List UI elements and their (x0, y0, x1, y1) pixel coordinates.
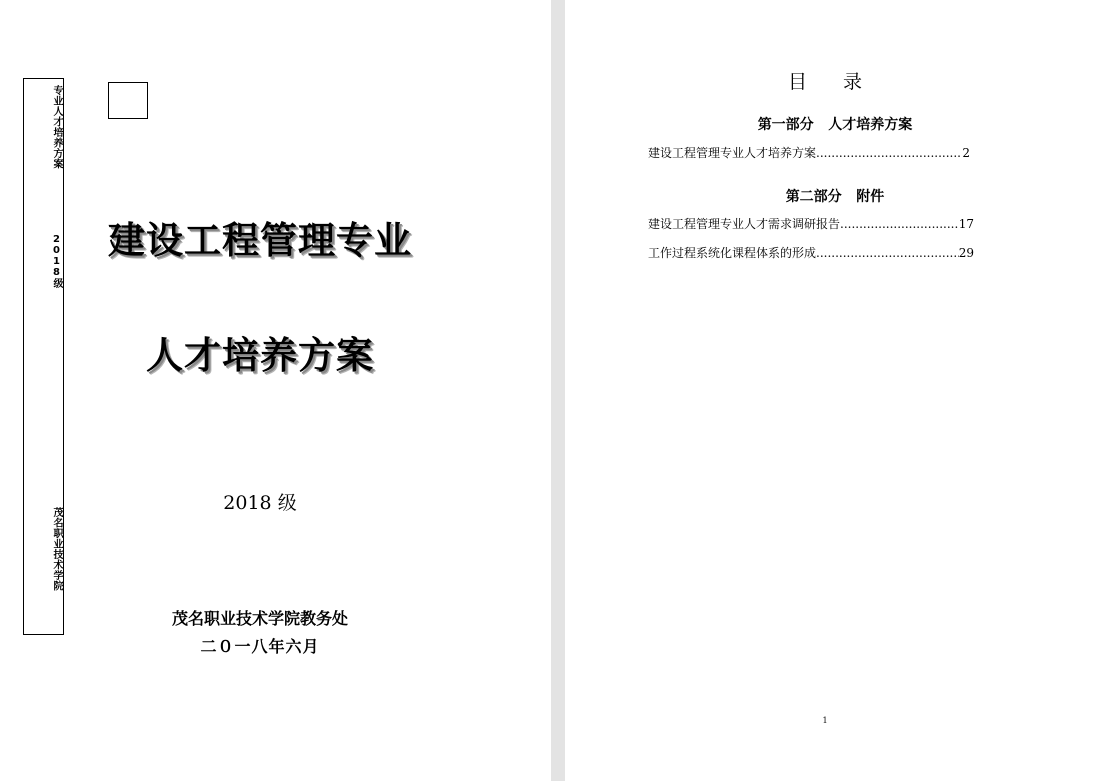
spine-title: 专业人才培养方案 (51, 85, 62, 169)
spine-box (23, 78, 64, 635)
toc-entry-text: 建设工程管理专业人才培养方案 (648, 146, 817, 160)
toc-leader-dots (816, 146, 962, 160)
toc-entry-page: 29 (958, 246, 974, 260)
toc-entry[interactable] (648, 215, 974, 232)
toc-heading: 目 录 (787, 71, 863, 93)
toc-entry-page: 17 (958, 217, 974, 231)
cover-page (0, 0, 551, 781)
cover-department: 茂名职业技术学院教务处 (171, 609, 348, 628)
toc-page (565, 0, 1116, 781)
toc-entry[interactable] (648, 244, 974, 261)
spine-school: 茂名职业技术学院 (51, 507, 62, 591)
toc-entry-text: 工作过程系统化课程体系的形成 (648, 246, 817, 260)
toc-leader-dots (816, 246, 959, 260)
cover-title-line1: 建设工程管理专业 (108, 219, 412, 262)
toc-part1-heading: 第一部分 人才培养方案 (757, 117, 913, 133)
page-number: 1 (822, 716, 828, 725)
toc-entry[interactable] (648, 144, 970, 161)
empty-label-box (108, 82, 148, 119)
spine-year: 2018级 (51, 234, 62, 288)
cover-grade: 2018 级 (223, 492, 297, 514)
toc-part2-heading: 第二部分 附件 (785, 189, 885, 205)
toc-entry-text: 建设工程管理专业人才需求调研报告 (648, 217, 841, 231)
cover-title-line2: 人才培养方案 (146, 334, 374, 377)
toc-entry-page: 2 (962, 146, 970, 160)
cover-date: 二０一八年六月 (200, 637, 320, 656)
toc-leader-dots (840, 217, 959, 231)
